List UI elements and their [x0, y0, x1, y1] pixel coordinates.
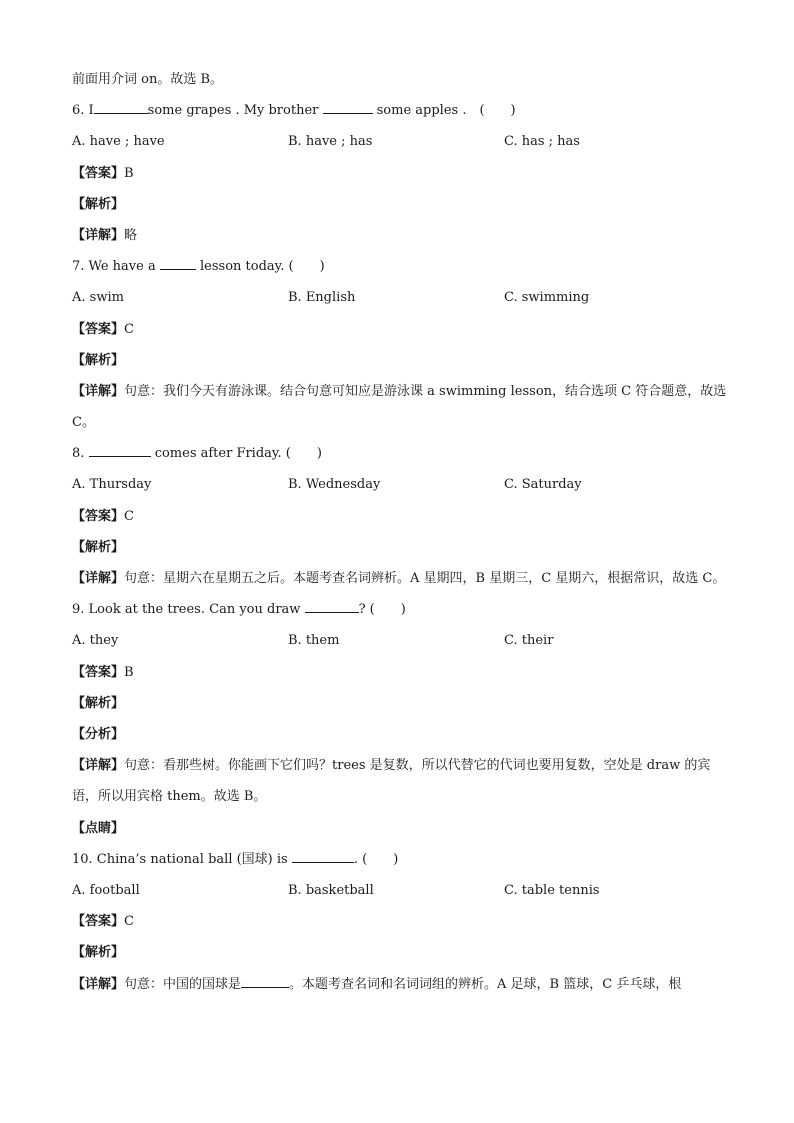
dianjing-label: 【点睛】: [72, 820, 125, 836]
answer-blank: [241, 975, 289, 988]
answer-line: [72, 657, 732, 688]
question-7-options: [72, 282, 732, 313]
answer-value: C: [124, 508, 134, 524]
answer-label: 【答案】: [72, 508, 125, 524]
question-6: [72, 95, 732, 126]
detail-label: 【详解】: [72, 227, 125, 243]
option-b: B. Wednesday: [288, 477, 381, 493]
option-b: B. basketball: [288, 882, 374, 898]
fenxi-line: [72, 719, 732, 750]
answer-label: 【答案】: [72, 664, 125, 680]
option-a: A. have ; have: [72, 134, 165, 150]
analysis-label: 【解析】: [72, 945, 125, 961]
question-6-text-b: some grapes . My brother: [147, 103, 319, 119]
detail-line: [72, 376, 732, 438]
answer-blank: [305, 600, 359, 613]
detail-text-a: 句意：中国的国球是: [124, 976, 242, 992]
analysis-label: 【解析】: [72, 352, 125, 368]
question-10-text-a: 10. China’s national ball (国球) is: [72, 851, 288, 867]
answer-value: C: [124, 321, 134, 337]
analysis-line: [72, 688, 732, 719]
question-8: [72, 438, 732, 469]
detail-label: 【详解】: [72, 976, 125, 992]
question-9: [72, 594, 732, 625]
detail-line: [72, 750, 732, 812]
question-7-text-b: lesson today. ( ): [200, 259, 325, 275]
question-6-text-c: some apples . ( ): [376, 103, 516, 119]
option-c: C. their: [504, 633, 554, 649]
question-8-text-b: comes after Friday. ( ): [154, 446, 322, 462]
detail-text: 略: [124, 227, 138, 243]
answer-label: 【答案】: [72, 321, 125, 337]
detail-text-b: 。本题考查名词和名词词组的辨析。A 足球，B 篮球，C 乒乓球，根: [289, 976, 682, 992]
question-7: [72, 251, 732, 282]
document-page: [72, 64, 732, 1000]
intro-line: 前面用介词 on。故选 B。: [72, 72, 224, 87]
answer-line: [72, 906, 732, 937]
question-7-text-a: 7. We have a: [72, 259, 156, 275]
fenxi-label: 【分析】: [72, 726, 125, 742]
question-6-options: [72, 126, 732, 157]
question-9-text-b: ? ( ): [358, 602, 406, 618]
question-10-text-b: . ( ): [353, 851, 399, 867]
answer-value: C: [124, 914, 134, 930]
answer-blank: [94, 101, 148, 114]
detail-label: 【详解】: [72, 383, 125, 399]
question-6-text-a: 6. I: [72, 103, 94, 119]
option-c: C. swimming: [504, 290, 590, 306]
analysis-line: [72, 532, 732, 563]
option-a: A. they: [72, 633, 119, 649]
analysis-label: 【解析】: [72, 539, 125, 555]
option-a: A. swim: [72, 290, 124, 306]
answer-line: [72, 158, 732, 189]
analysis-label: 【解析】: [72, 196, 125, 212]
detail-line: [72, 220, 732, 251]
answer-value: B: [124, 165, 134, 181]
answer-line: [72, 501, 732, 532]
option-c: C. Saturday: [504, 477, 582, 493]
answer-label: 【答案】: [72, 914, 125, 930]
detail-text: 句意：星期六在星期五之后。本题考查名词辨析。A 星期四，B 星期三，C 星期六，根据常识，故选 C。: [124, 571, 726, 587]
option-a: A. football: [72, 882, 140, 898]
answer-blank: [323, 101, 373, 114]
detail-label: 【详解】: [72, 571, 125, 587]
detail-text: 句意：我们今天有游泳课。结合句意可知应是游泳课 a swimming lesson，结合选项 C 符合题意，故选 C。: [72, 383, 727, 431]
answer-blank: [89, 444, 151, 457]
analysis-line: [72, 937, 732, 968]
question-10: [72, 844, 732, 875]
answer-label: 【答案】: [72, 165, 125, 181]
question-10-options: [72, 875, 732, 906]
option-c: C. has ; has: [504, 134, 580, 150]
answer-line: [72, 314, 732, 345]
answer-blank: [160, 257, 196, 270]
detail-line: [72, 563, 732, 594]
detail-line: [72, 969, 732, 1000]
detail-label: 【详解】: [72, 758, 125, 774]
question-9-text-a: 9. Look at the trees. Can you draw: [72, 602, 301, 618]
answer-blank: [292, 850, 354, 863]
analysis-label: 【解析】: [72, 695, 125, 711]
dianjing-line: [72, 813, 732, 844]
analysis-line: [72, 189, 732, 220]
option-b: B. them: [288, 633, 340, 649]
question-8-text-a: 8.: [72, 446, 85, 462]
question-8-options: [72, 469, 732, 500]
analysis-line: [72, 345, 732, 376]
option-b: B. English: [288, 290, 356, 306]
answer-value: B: [124, 664, 134, 680]
question-9-options: [72, 625, 732, 656]
detail-text: 句意：看那些树。你能画下它们吗？trees 是复数，所以代替它的代词也要用复数，空处是 draw 的宾语，所以用宾格 them。故选 B。: [72, 758, 711, 805]
option-c: C. table tennis: [504, 882, 600, 898]
option-b: B. have ; has: [288, 134, 373, 150]
option-a: A. Thursday: [72, 477, 152, 493]
